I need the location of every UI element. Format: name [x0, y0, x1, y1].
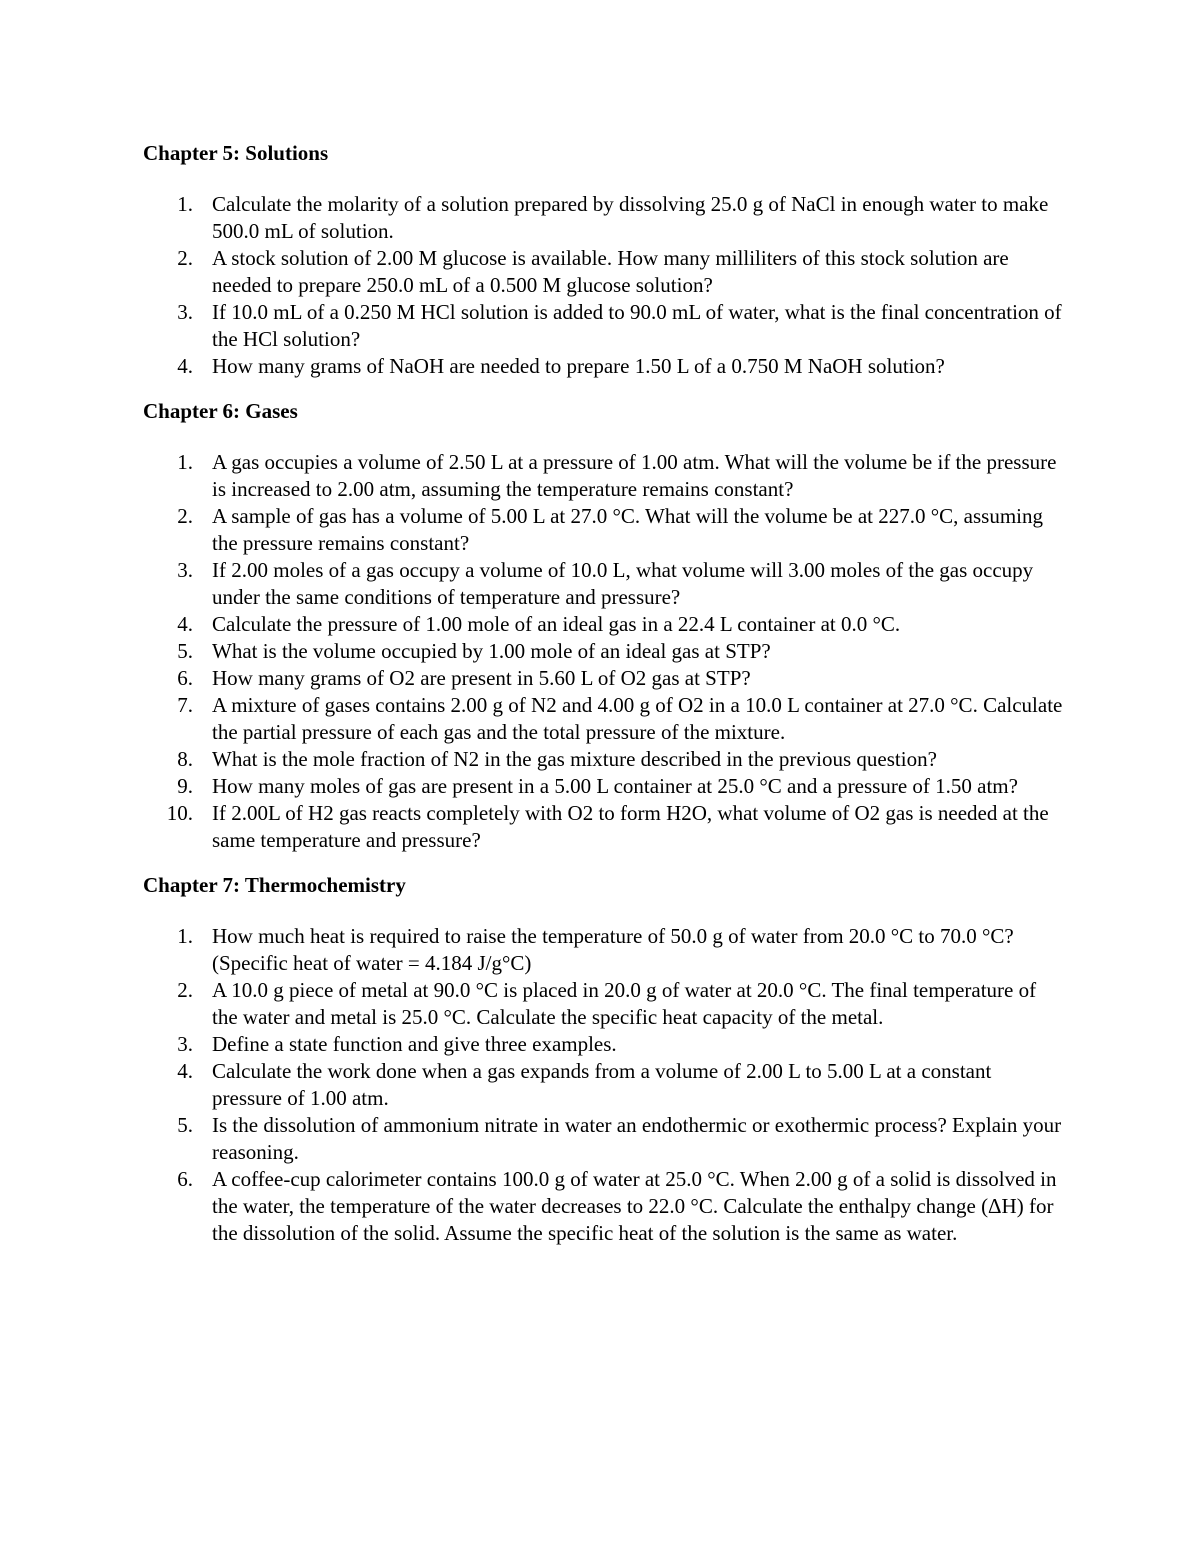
question-item — [143, 191, 1063, 245]
question-number: 1. — [177, 450, 193, 474]
question-item — [143, 1112, 1063, 1166]
question-number: 10. — [166, 801, 193, 825]
question-text: If 2.00L of H2 gas reacts completely with O2 to form H2O, what volume of O2 gas is needed at the same temperature and pressure? — [212, 801, 1049, 852]
question-text: How many moles of gas are present in a 5.00 L container at 25.0 °C and a pressure of 1.50 atm? — [212, 774, 1018, 798]
question-item — [143, 1031, 1063, 1058]
question-number: 2. — [177, 504, 193, 528]
question-number: 3. — [177, 558, 193, 582]
question-number: 9. — [177, 774, 193, 798]
question-number: 1. — [177, 924, 193, 948]
question-text: A sample of gas has a volume of 5.00 L at 27.0 °C. What will the volume be at 227.0 °C, assuming the pressure remains constant? — [212, 504, 1044, 555]
question-number: 5. — [177, 639, 193, 663]
question-number: 4. — [177, 612, 193, 636]
question-number: 6. — [177, 666, 193, 690]
question-number: 2. — [177, 978, 193, 1002]
question-text: How many grams of O2 are present in 5.60 L of O2 gas at STP? — [212, 666, 751, 690]
question-item — [143, 773, 1063, 800]
question-text: Calculate the molarity of a solution prepared by dissolving 25.0 g of NaCl in enough water to make 500.0 mL of solution. — [212, 192, 1049, 243]
question-text: A stock solution of 2.00 M glucose is available. How many milliliters of this stock solution are needed to prepare 250.0 mL of a 0.500 M glucose solution? — [212, 246, 1009, 297]
question-item — [143, 977, 1063, 1031]
question-number: 1. — [177, 192, 193, 216]
question-item — [143, 800, 1063, 854]
question-text: Calculate the work done when a gas expands from a volume of 2.00 L to 5.00 L at a constant pressure of 1.00 atm. — [212, 1059, 992, 1110]
question-item — [143, 353, 1063, 380]
question-item — [143, 503, 1063, 557]
question-number: 4. — [177, 1059, 193, 1083]
document-content — [143, 140, 1063, 1265]
question-item — [143, 245, 1063, 299]
section-heading: Chapter 7: Thermochemistry — [143, 873, 406, 897]
question-number: 6. — [177, 1167, 193, 1191]
question-item — [143, 557, 1063, 611]
question-text: What is the volume occupied by 1.00 mole of an ideal gas at STP? — [212, 639, 771, 663]
question-item — [143, 692, 1063, 746]
section-gases — [143, 398, 1063, 854]
question-list — [143, 923, 1063, 1247]
question-text: If 2.00 moles of a gas occupy a volume of 10.0 L, what volume will 3.00 moles of the gas occupy under the same conditions of temperature and pressure? — [212, 558, 1034, 609]
question-item — [143, 449, 1063, 503]
question-list — [143, 449, 1063, 854]
question-text: How much heat is required to raise the temperature of 50.0 g of water from 20.0 °C to 70.0 °C? (Specific heat of water = 4.184 J/g°C) — [212, 924, 1014, 975]
question-item — [143, 665, 1063, 692]
question-text: How many grams of NaOH are needed to prepare 1.50 L of a 0.750 M NaOH solution? — [212, 354, 945, 378]
question-number: 3. — [177, 300, 193, 324]
question-number: 8. — [177, 747, 193, 771]
question-number: 5. — [177, 1113, 193, 1137]
question-item — [143, 611, 1063, 638]
question-text: A gas occupies a volume of 2.50 L at a pressure of 1.00 atm. What will the volume be if the pressure is increased to 2.00 atm, assuming the temperature remains constant? — [212, 450, 1057, 501]
question-number: 7. — [177, 693, 193, 717]
question-text: If 10.0 mL of a 0.250 M HCl solution is added to 90.0 mL of water, what is the final concentration of the HCl solution? — [212, 300, 1062, 351]
question-number: 2. — [177, 246, 193, 270]
question-item — [143, 299, 1063, 353]
question-text: Is the dissolution of ammonium nitrate in water an endothermic or exothermic process? Explain your reasoning. — [212, 1113, 1062, 1164]
question-number: 4. — [177, 354, 193, 378]
question-text: A coffee-cup calorimeter contains 100.0 g of water at 25.0 °C. When 2.00 g of a solid is dissolved in the water, the temperature of the water decreases to 22.0 °C. Calculate the enthalpy change (ΔH) for the dissolution of the solid. Assume the specific heat of the solution is the same as water. — [212, 1167, 1057, 1245]
question-number: 3. — [177, 1032, 193, 1056]
section-solutions — [143, 140, 1063, 380]
question-text: Define a state function and give three examples. — [212, 1032, 617, 1056]
question-list — [143, 191, 1063, 380]
question-text: A 10.0 g piece of metal at 90.0 °C is placed in 20.0 g of water at 20.0 °C. The final temperature of the water and metal is 25.0 °C. Calculate the specific heat capacity of the metal. — [212, 978, 1037, 1029]
question-text: Calculate the pressure of 1.00 mole of an ideal gas in a 22.4 L container at 0.0 °C. — [212, 612, 901, 636]
question-item — [143, 746, 1063, 773]
question-item — [143, 1166, 1063, 1247]
question-item — [143, 638, 1063, 665]
section-heading: Chapter 5: Solutions — [143, 141, 329, 165]
section-thermochemistry — [143, 872, 1063, 1247]
question-item — [143, 923, 1063, 977]
section-heading: Chapter 6: Gases — [143, 399, 298, 423]
question-item — [143, 1058, 1063, 1112]
question-text: What is the mole fraction of N2 in the gas mixture described in the previous question? — [212, 747, 937, 771]
question-text: A mixture of gases contains 2.00 g of N2 and 4.00 g of O2 in a 10.0 L container at 27.0 °C. Calculate the partial pressure of each gas and the total pressure of the mixture. — [212, 693, 1063, 744]
